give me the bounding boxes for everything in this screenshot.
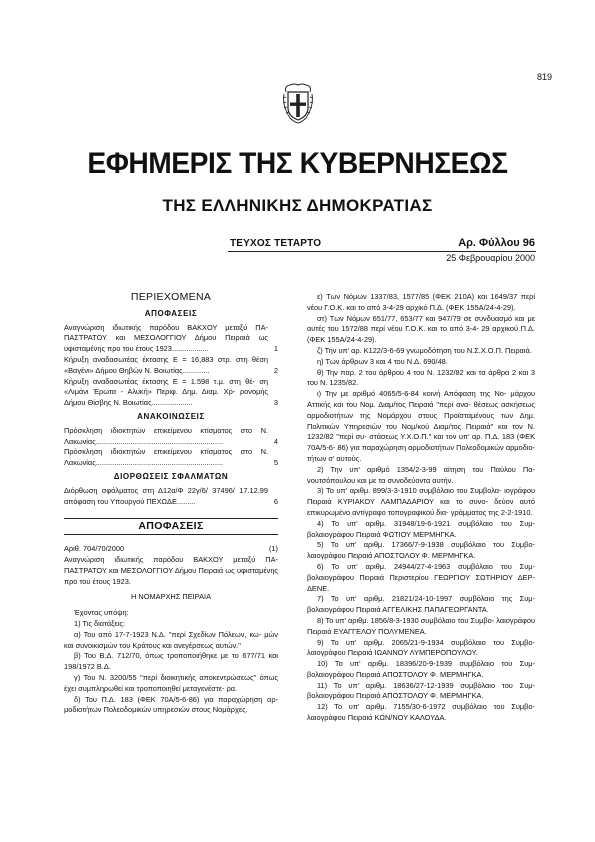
paragraph: α) Του από 17-7-1923 Ν.Δ. "περί Σχεδίων Πόλεων, κω- μών και συνοικισμών του Κράτους και ανεγέρσεως αυτών." — [64, 629, 278, 650]
page-number: 819 — [536, 72, 552, 82]
contents-entry[interactable] — [64, 323, 278, 355]
sheet-number: Αρ. Φύλλου 96 — [458, 237, 535, 249]
section-heading: ΔΙΟΡΘΩΣΕΙΣ ΣΦΑΛΜΑΤΩΝ — [113, 471, 229, 481]
issue-date: 25 Φεβρουαρίου 2000 — [446, 253, 535, 263]
entry-page: 2 — [273, 365, 278, 375]
paragraph: ι) Την με αριθμό 4065/5-6-84 κοινή Απόφαση της Νο- μάρχου Αττικής και του Νομ. Διαμ/τος Πειραιά "περί ανα- θέσεως ασκήσεως αρμοδιοτήτων της Νομάρχου στους Προϊσταμένους των Δημ. Πολιτικών Υπηρεσιών του Νομ/κού Διαμ/τος Πειραιά" και τον Ν. 1232/82 "περί συ- στάσεως Υ.Χ.Ο.Π." και τον υπ' αρ. Π.Δ. 183 (ΦΕΚ 70Α/5-6- 86) για παραχώρηση αρμοδιοτήτων Πολεοδομικών αρμοδιο- τήτων σ' αυτούς. — [307, 389, 535, 463]
gazette-title: ΕΦΗΜΕΡΙΣ ΤΗΣ ΚΥΒΕΡΝΗΣΕΩΣ — [87, 147, 508, 180]
section-heading: ΑΠΟΦΑΣΕΙΣ — [144, 308, 198, 318]
paragraph: θ) Την παρ. 2 του άρθρου 4 του Ν. 1232/82 και τα άρθρα 2 και 3 του Ν. 1235/82. — [307, 367, 535, 388]
entry-text: Διόρθωση σφάλματος στη Δ12α/Φ 22γ/6/ 37496/ 17.12.99 απόφαση του Υπουργού ΠΕΧΩΔΕ......... — [64, 485, 268, 506]
paragraph: η) Των άρθρων 3 και 4 του Ν.Δ. 690/48. — [317, 356, 448, 366]
paragraph: Έχοντας υπόψη: — [74, 608, 129, 618]
contents-entry[interactable] — [64, 447, 278, 469]
contents-title: ΠΕΡΙΕΧΟΜΕΝΑ — [130, 291, 212, 303]
header-divider — [228, 251, 536, 252]
entry-text: Πρόσκληση ιδιοκτητών επικείμενου κτίσματος στο Ν. Λακωνίας.............................................................. — [64, 447, 268, 468]
paragraph: β) Του Β.Δ. 712/70, όπως τροποποιήθηκε με το 677/71 και 198/1972 Β.Δ. — [64, 651, 278, 672]
entry-page: 4 — [273, 436, 278, 446]
entry-text: Κήρυξη αναδασωτέας έκτασης Ε = 1.598 τ.μ. στη θέ- ση «Λιμάνι Έρωτα - Αλυκή» Περιφ. Δημ. Διαμ. Χρ- ρονομής Δήμου Θίσβης Ν. Βοιωτίας.................... — [64, 376, 268, 408]
paragraph: ζ) Την υπ' αρ. Κ122/3-6-69 γνωμοδότηση του Ν.Σ.Χ.Ο.Π. Πειραιά. — [317, 345, 532, 355]
paragraph: ε) Των Νόμων 1337/83, 1577/85 (ΦΕΚ 210Α) και 1649/37 περί νέου Γ.Ο.Κ. και το από 3-4-29 αρχικό Π.Δ. (ΦΕΚ 155Α/24-4-29). — [307, 292, 535, 312]
entry-page: 1 — [273, 344, 278, 354]
paragraph: 6) Το υπ' αριθμ. 24944/27-4-1963 συμβόλαιο του Συμ- βολαιογράφου Πειραιά Περιστερίου ΓΕΩΡΓΙΟΥ ΣΩΤΗΡΙΟΥ ΔΕΡ- ΔΕΝΕ. — [307, 561, 535, 593]
paragraph: 12) Το υπ' αριθμ. 7155/30-6-1972 συμβόλαιο του Συμβο- λαιογράφου Πειραιά ΚΩΝ/ΝΟΥ ΚΑΛΟΥΔΑ. — [307, 702, 535, 723]
entry-text: Αναγνώριση ιδιωτικής παρόδου ΒΑΚΧΟΥ μεταξύ ΠΑ- ΠΑΣΤΡΑΤΟΥ και ΜΕΣΟΛΟΓΓΙΟΥ Δήμου Πειραιά ως υφισταμένης προ του έτους 1923.................. — [64, 322, 268, 354]
entry-page: 3 — [273, 398, 278, 408]
contents-section-decisions — [64, 309, 278, 409]
paragraph: 8) Το υπ' αριθμ. 1856/8-3-1930 συμβόλαιο του Συμβο- λαιογράφου Πειραιά ΕΥΑΓΓΕΛΟΥ ΠΟΛΥΜΕΝΕΑ. — [307, 615, 535, 636]
contents-entry[interactable] — [64, 377, 278, 409]
paragraph: 11) Το υπ' αριθμ. 18636/27-12-1939 συμβόλαιο του Συμ- βολαιογράφου Πειραιά ΑΠΟΣΤΟΛΟΥ Φ. ΜΕΡΜΗΓΚΑ. — [307, 680, 535, 701]
right-column — [307, 292, 535, 724]
paragraph: 4) Το υπ' αριθμ. 31948/19-6-1921 συμβόλαιο του Συμ- βολαιογράφου Πειραιά ΦΩΤΙΟΥ ΜΕΡΜΗΓΚΑ. — [307, 518, 535, 539]
paragraph: 1) Τις διατάξεις: — [74, 618, 125, 628]
left-column — [64, 292, 278, 716]
contents-section-announcements — [64, 412, 278, 469]
decision-intro: Αναγνώριση ιδιωτικής παρόδου ΒΑΚΧΟΥ μεταξύ ΠΑ- ΠΑΣΤΡΑΤΟΥ και ΜΕΣΟΛΟΓΓΙΟΥ Δήμου Πειραιά ως υφισταμένης προ του έτους 1923. — [64, 554, 278, 586]
decision-mark: (1) — [268, 544, 278, 554]
paragraph: 9) Το υπ' αριθμ. 2065/21-9-1934 συμβόλαιο του Συμβο- λαιογράφου Πειραιά ΙΩΑΝΝΟΥ ΛΥΜΠΕΡΟΠΟΥΛΟΥ. — [307, 637, 535, 658]
entry-page: 5 — [273, 458, 278, 468]
section-heading: ΑΝΑΚΟΙΝΩΣΕΙΣ — [137, 411, 205, 421]
entry-text: Πρόσκληση ιδιοκτητών επικείμενου κτίσματος στο Ν. Λακωνίας.............................................................. — [64, 425, 268, 446]
paragraph: δ) Του Π.Δ. 183 (ΦΕΚ 70Α/5-6-86) για παραχώρηση αρ- μοδιοτήτων Πολεοδομικών υπηρεσιών στους Νομάρχες. — [64, 694, 278, 715]
paragraph: γ) Του Ν. 3200/55 "περί διοικητικής αποκεντρώσεως" όπως έχει συμπληρωθεί και τροποποιηθεί μεταγενέστε- ρα. — [64, 672, 278, 693]
decision-authority: Η ΝΟΜΑΡΧΗΣ ΠΕΙΡΑΙΑ — [131, 592, 211, 602]
paragraph: 10) Το υπ' αριθμ. 18396/20-9-1939 συμβόλαιο του Συμ- βολαιογράφου Πειραιά ΑΠΟΣΤΟΛΟΥ Φ. ΜΕΡΜΗΓΚΑ. — [307, 659, 535, 679]
contents-entry[interactable] — [64, 355, 278, 377]
decision-reference — [64, 544, 278, 555]
paragraph: 2) Την υπ' αριθμό 1354/2-3-99 αίτηση του Παύλου Πα- νουτσόπουλου και με τα συνοδεύοντα αυτήν. — [307, 464, 535, 485]
paragraph: 3) Το υπ' αριθμ. 899/3-3-1910 συμβόλαιο του Συμβολα- ιογράφου Πειραιά ΚΥΡΙΑΚΟΥ ΛΑΜΠΑΔΑΡΙΟΥ και το συνο- δεύον αυτό επικυρωμένο αντίγραφο τοπογραφικού δια- γράμματος της 2-2-1910. — [307, 486, 535, 517]
entry-text: Κήρυξη αναδασωτέας έκτασης Ε = 16,883 στρ. στη θέση «Βαγένι» Δήμου Θηβών Ν. Βοιωτίας............. — [64, 354, 268, 375]
contents-section-corrections — [64, 472, 278, 507]
contents-entry[interactable] — [64, 486, 278, 508]
entry-page: 6 — [273, 496, 278, 506]
contents-entry[interactable] — [64, 426, 278, 448]
paragraph: 7) Το υπ' αριθμ. 21821/24-10-1997 συμβόλαιο της Συμ- βολαιογράφου Πειραιά ΑΓΓΕΛΙΚΗΣ ΠΑΠΑΓΕΩΡΓΑΝΤΑ. — [307, 594, 535, 615]
paragraph: 5) Το υπ' αριθμ. 17366/7-9-1938 συμβόλαιο του Συμβο- λαιογράφου Πειραιά ΑΠΟΣΤΟΛΟΥ Φ. ΜΕΡΜΗΓΚΑ. — [307, 540, 535, 561]
gazette-subtitle: ΤΗΣ ΕΛΛΗΝΙΚΗΣ ΔΗΜΟΚΡΑΤΙΑΣ — [162, 196, 433, 215]
issue-label: ΤΕΥΧΟΣ ΤΕΤΑΡΤΟ — [230, 238, 322, 249]
decision-number: Αριθ. 704/70/2000 — [64, 544, 125, 554]
paragraph: στ) Των Νόμων 651/77, 653/77 και 947/79 σε συνδυασμό και με αυτές του 1572/88 περί νέου Γ.Ο.Κ. και το από 3-4- 29 αρχικού Π.Δ. (ΦΕΚ 155Α/24-4-29). — [307, 313, 535, 345]
greek-coat-of-arms-icon — [280, 82, 316, 126]
decisions-title: ΑΠΟΦΑΣΕΙΣ — [64, 518, 278, 535]
